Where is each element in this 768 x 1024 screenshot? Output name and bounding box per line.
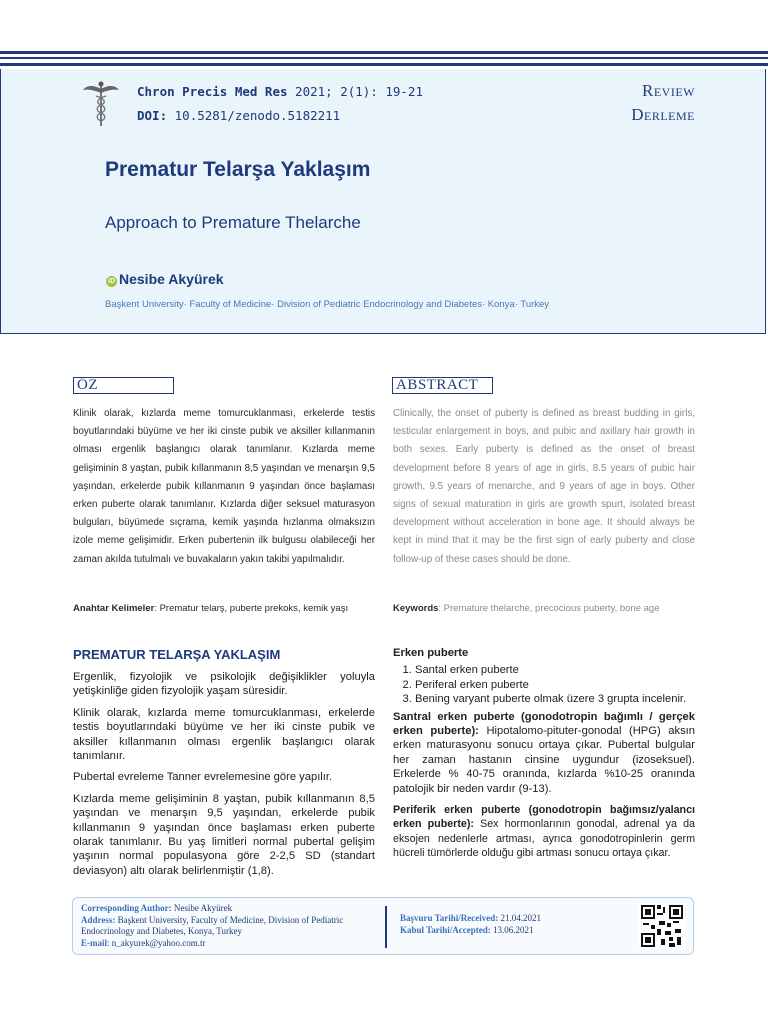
abstract-keywords-value: : Premature thelarche, precocious puberty, bone age [438,603,660,614]
term-text: Sex hormonlarının gonodal, adrenal ya da eksojen nedenlerle artması, ayrıca gonodotropinlerin germ hücreli tümörlerde olduğu gibi artması sonucu ortaya çıkar. [393,818,695,860]
abstract-keywords [393,603,703,614]
body-paragraph [393,710,695,796]
body-paragraph: Kızlarda meme gelişiminin 8 yaştan, pubik kıllanmanın 8,5 yaşından ve menarşın 9,5 yaşından, erkelerde pubik kıllanmanın 9 yaşından önce başlaması erken puberte olarak tanımlanır. Bu yaş limitleri normal pubertal gelişim yaşının normal populasyona göre 2-2,5 SD (standart deviasyon) altı olarak belirlenmiştir (1,8). [73,792,375,877]
address-value: Başkent University, Faculty of Medicine, Division of Pediatric Endocrinology and Diabetes, Konya, Turkey [81,914,344,936]
doi-line [137,108,340,123]
received-label: Başvuru Tarihi/Received: [400,913,499,923]
email-value[interactable]: : n_akyurek@yahoo.com.tr [107,937,206,948]
article-type-en: Review [642,81,695,100]
orcid-icon[interactable]: iD [108,278,115,285]
accepted-label: Kabul Tarihi/Accepted: [400,924,491,935]
body-paragraph: Pubertal evreleme Tanner evrelemesine göre yapılır. [73,771,333,784]
accepted-value: 13.06.2021 [490,924,534,935]
journal-name: Chron Precis Med Res [137,84,288,99]
corr-value: Nesibe Akyürek [171,903,233,913]
header-rule-mid [0,57,768,59]
journal-citation [137,84,423,99]
section-heading: PREMATUR TELARŞA YAKLAŞIM [73,647,281,662]
correspondence-info [81,903,377,949]
oz-text: Klinik olarak, kızlarda meme tomurcuklanması, erkelerde testis boyutlarındaki büyüme ve her iki cinste pubik ve aksiller kıllanmanın olması ergenlik başlangıcı olarak tanımlanır. Kızlarda meme gelişiminin 8 yaştan, pubik kıllanmanın 8,5 yaşından ve menarşın 9,5 yaşından, erkelerde pubik kıllanmanın 9 yaşından önce başlaması erken puberte olarak tanımlanır. Kızlarda diğer seksuel maturasyon bulguları, büyümede sıçrama, kemik yaşında hızlanma olmaksızın izole meme gelişimidir. Erken pubertenin ilk bulgusu olabileceği her zaman akılda tutulmalı ve buvakaların yakın takibi yapılmalıdır. [73,408,375,565]
term-bold: Santral erken puberte (gonodotropin bağımlı / gerçek erken puberte): [393,710,695,738]
subsection-heading: Erken puberte [393,647,469,659]
oz-label: ÖZ [73,377,174,394]
dates-info [400,913,541,936]
body-paragraph: Klinik olarak, kızlarda meme tomurcuklanması, erkelerde testis boyutlarındaki büyüme ve her iki cinste pubik ve aksiller kıllanmanın olması ergenlik başlangıcı olarak tanımlanır. [73,706,375,763]
right-body [393,646,695,868]
term-text: Hipotalomo-pituter-gonodal (HPG) aksın erken maturasyonu sonucu ortaya çıkar. Pubertal bulgular her zaman hastanın cinsine uygundur (izoseksuel). Erkelerde % 40-75 oranında, kızlarda %10-25 oranında patolojik bir neden vardır (9-13). [393,725,695,795]
oz-keywords-label: Anahtar Kelimeler [73,603,155,614]
list-item: 1. Santal erken puberte [415,663,695,677]
doi-label: DOI: [137,108,168,123]
caduceus-icon [82,80,120,128]
received-value: 21.04.2021 [498,913,542,923]
abstract-keywords-label: Keywords [393,603,439,614]
list-item: 2. Periferal erken puberte [415,678,695,692]
corr-label: Corresponding Author: [81,903,172,913]
footer-divider [385,906,387,948]
address-label: Address: [81,914,116,925]
left-body [73,670,375,885]
header-rule-bottom [0,63,768,66]
affiliation: Başkent University· Faculty of Medicine· Division of Pediatric Endocrinology and Diabetes· Konya· Turkey [105,299,550,310]
page-subtitle: Approach to Premature Thelarche [105,213,361,232]
doi-link[interactable]: 10.5281/zenodo.5182211 [174,108,341,123]
oz-keywords [73,603,383,614]
qr-code-icon[interactable] [639,903,685,949]
term-bold: Periferik erken puberte (gonodotropin bağımsız/yalancı erken puberte): [393,804,695,831]
body-paragraph [393,803,695,861]
email-label: E-mail [81,937,107,948]
header-rule-top [0,51,768,54]
author-name[interactable]: Nesibe Akyürek [119,271,224,287]
journal-issue: 2021; 2(1): 19-21 [295,84,423,99]
body-paragraph: Ergenlik, fizyolojik ve psikolojik değişiklikler yoluyla yetişkinliğe giden fizyolojik yaşam süresidir. [73,671,375,698]
abstract-text: Clinically, the onset of puberty is defined as breast budding in girls, testicular enlargement in boys, and pubic and axillary hair growth in both sexes. Early puberty is defined as the onset of breast development before 8 years of age in girls, 8.5 years of pubic hair growth, 9.5 years of menarche, and 9 years of age in boys. Other signs of sexual maturation in girls are growth spurt, isolated breast development without acceleration in bone age. It should always be kept in mind that it may be the first sign of early puberty and close follow-up of these cases should be done. [393,408,695,565]
page-title: Prematur Telarşa Yaklaşım [105,158,371,181]
author-line [106,271,224,287]
article-type-tr: Derleme [631,105,695,124]
puberty-type-list [393,663,695,706]
list-item: 3. Bening varyant puberte olmak üzere 3 grupta incelenir. [415,692,695,706]
abstract-label: ABSTRACT [392,377,493,394]
correspondence-footer [72,897,694,955]
oz-keywords-value: : Prematur telarş, puberte prekoks, kemik yaşı [154,603,349,614]
